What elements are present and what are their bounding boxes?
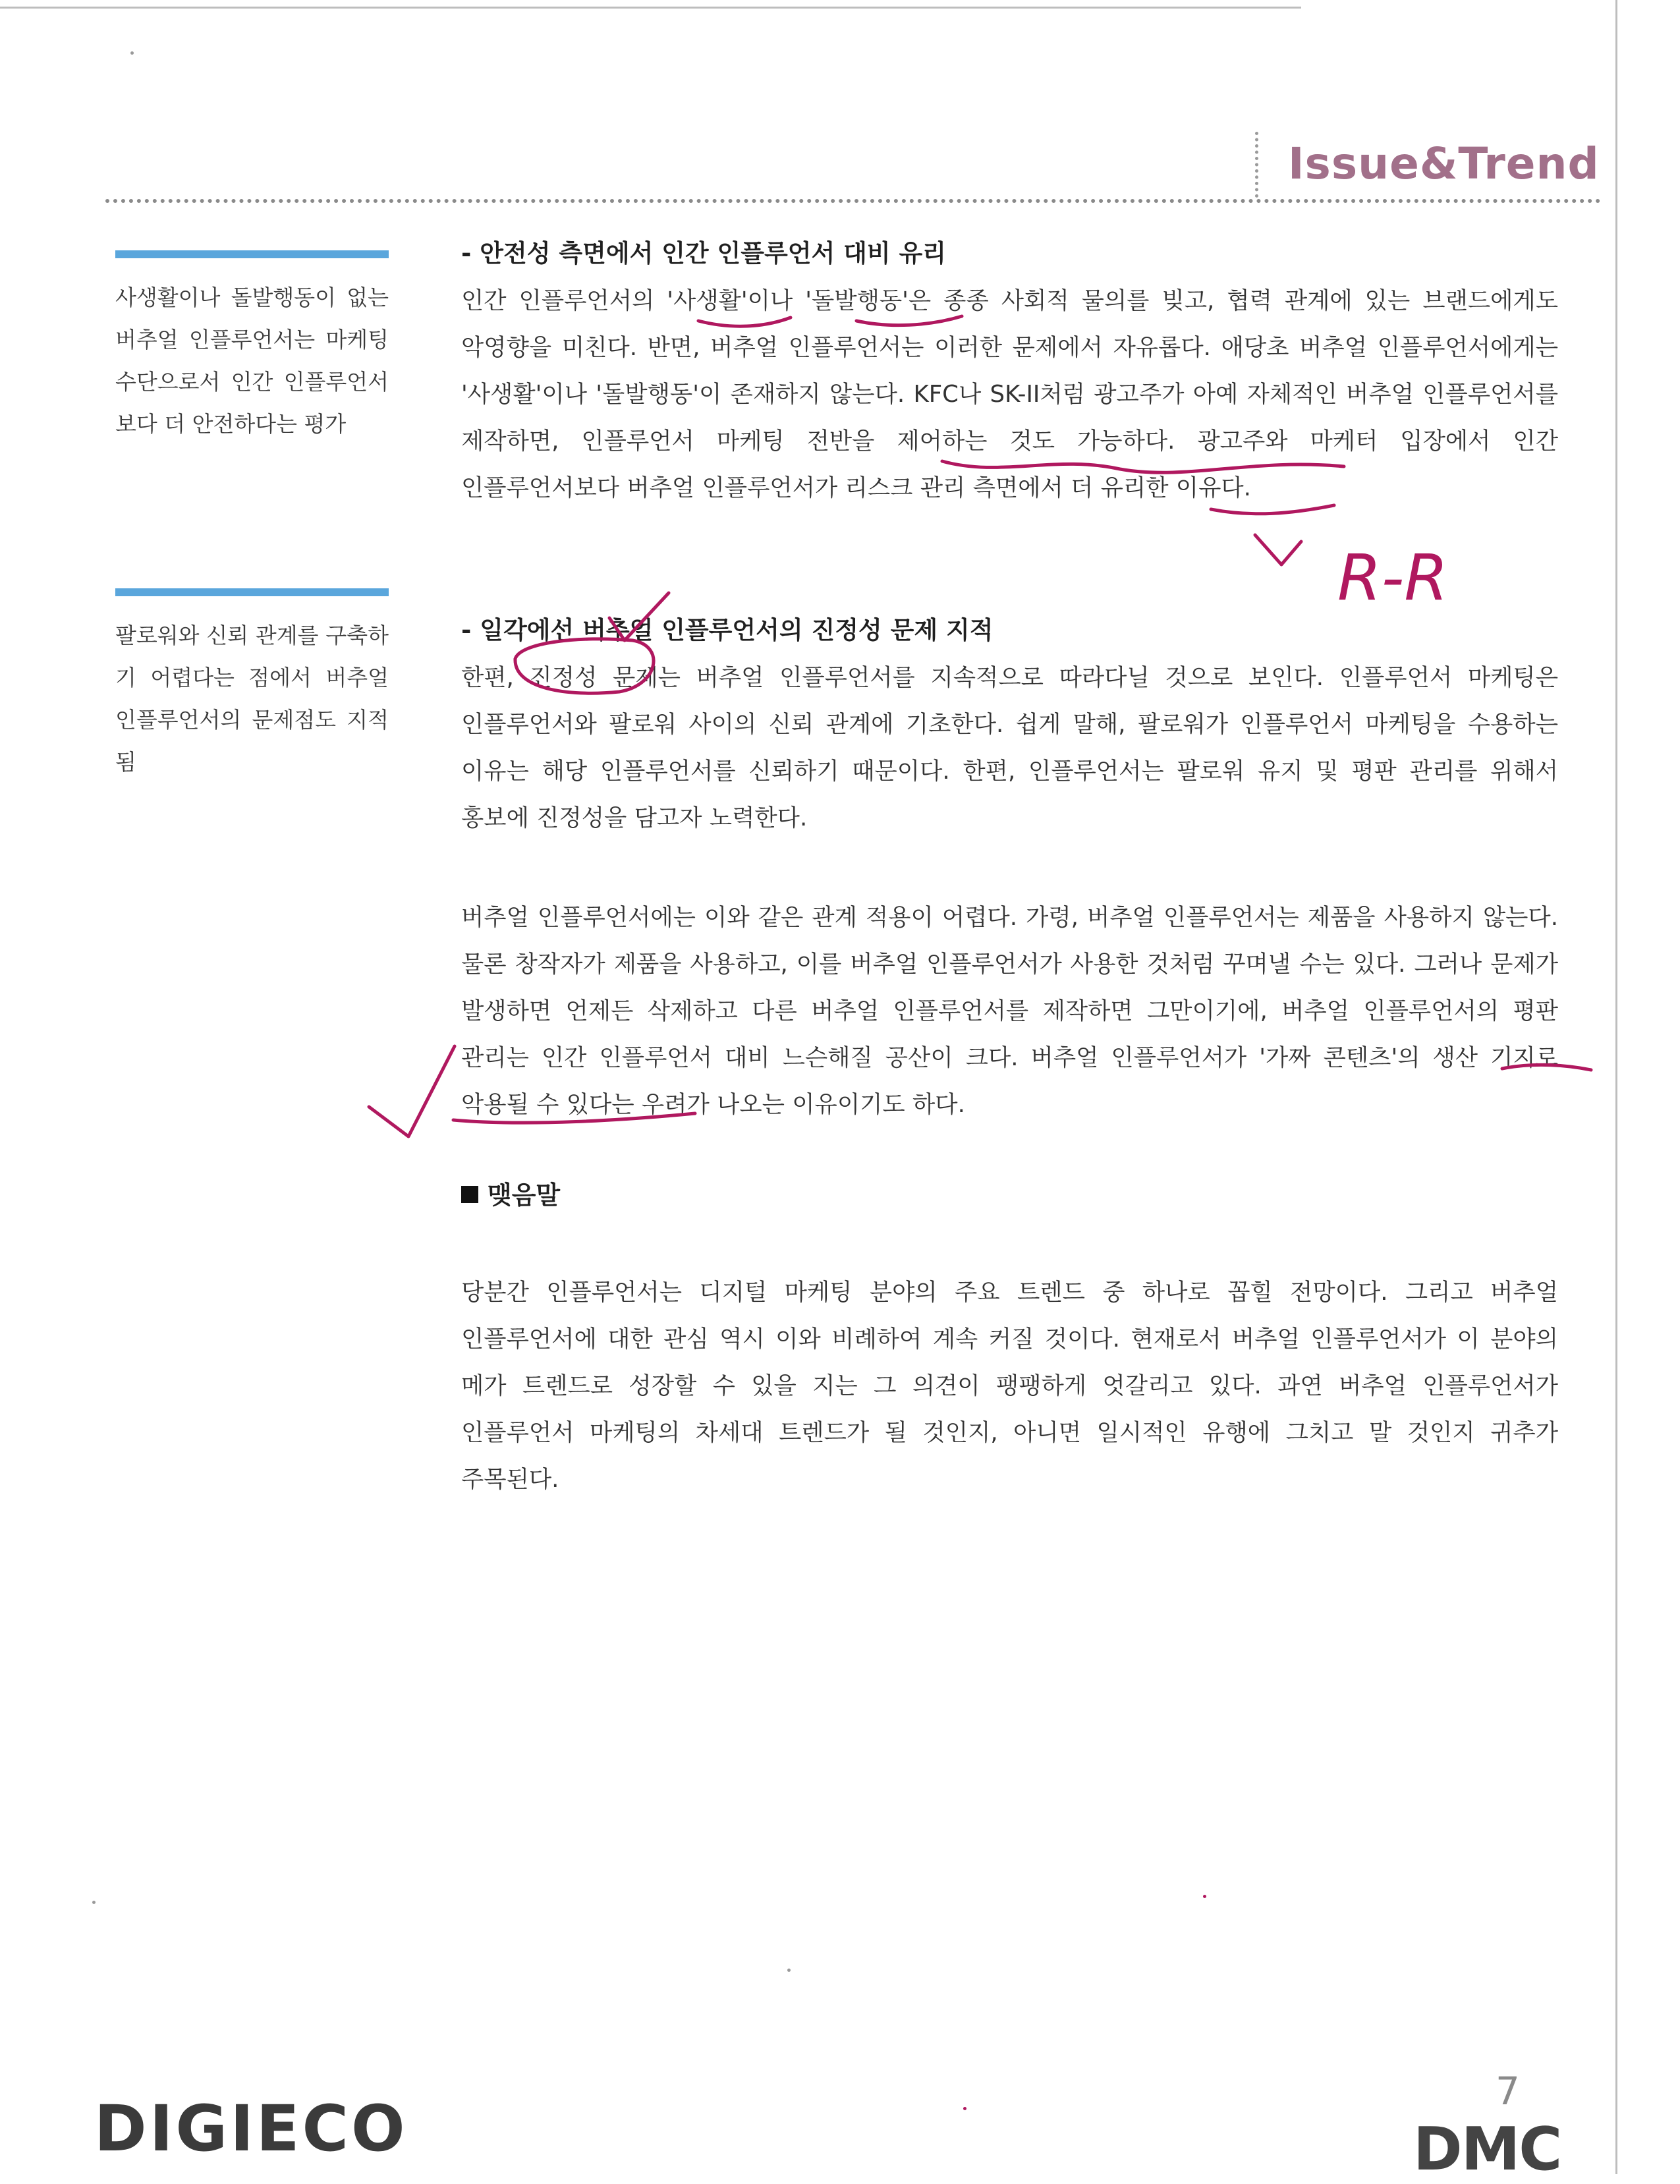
sidebar-note-text: 사생활이나 돌발행동이 없는 버추얼 인플루언서는 마케팅 수단으로서 인간 인플루언서보다 더 안전하다는 평가 — [115, 285, 389, 437]
scan-speck — [1203, 1895, 1206, 1898]
section-authenticity-continued — [461, 894, 1558, 1128]
section-paragraph: 한편, 진정성 문제는 버추얼 인플루언서를 지속적으로 따라다닐 것으로 보인다. 인플루언서 마케팅은 인플루언서와 팔로워 사이의 신뢰 관계에 기초한다. 쉽게 말해, 팔로워가 인플루언서 마케팅을 수용하는 이유는 해당 인플루언서를 신뢰하기 때문이다. 한편, 인플루언서는 팔로워 유지 및 평판 관리를 위해서 홍보에 진정성을 담고자 노력한다. — [461, 664, 1558, 831]
scan-speck — [963, 2107, 966, 2110]
header-divider — [1255, 132, 1258, 198]
check-mark — [1255, 535, 1301, 565]
section-paragraph: 버추얼 인플루언서에는 이와 같은 관계 적용이 어렵다. 가령, 버추얼 인플루언서는 제품을 사용하지 않는다. 물론 창작자가 제품을 사용하고, 이를 버추얼 인플루언서가 사용한 것처럼 꾸며낼 수는 있다. 그러나 문제가 발생하면 언제든 삭제하고 다른 버추얼 인플루언서를 제작하면 그만이기에, 버추얼 인플루언서의 평판 관리는 인간 인플루언서 대비 느슨해질 공산이 크다. 버추얼 인플루언서가 '가짜 콘텐츠'의 생산 기지로 악용될 수 있다는 우려가 나오는 이유이기도 하다. — [461, 904, 1558, 1118]
check-mark — [369, 1046, 455, 1136]
sidebar-note-2 — [115, 588, 389, 783]
sidebar-note-text: 팔로워와 신뢰 관계를 구축하기 어렵다는 점에서 버추얼 인플루언서의 문제점도 지적됨 — [115, 623, 389, 775]
page-number: 7 — [1496, 2069, 1520, 2114]
header-rule — [105, 199, 1601, 203]
closing-heading — [461, 1175, 1558, 1211]
bullet-square-icon — [461, 1186, 478, 1203]
right-scan-edge — [1615, 0, 1617, 2174]
closing-title: 맺음말 — [488, 1181, 561, 1210]
sidebar-note-1 — [115, 250, 389, 445]
scan-speck — [130, 51, 134, 55]
section-title: - 일각에선 버추얼 인플루언서의 진정성 문제 지적 — [461, 616, 994, 644]
section-paragraph: 인간 인플루언서의 '사생활'이나 '돌발행동'은 종종 사회적 물의를 빚고, 협력 관계에 있는 브랜드에게도 악영향을 미친다. 반면, 버추얼 인플루언서는 이러한 문제에서 자유롭다. 애당초 버추얼 인플루언서에게는 '사생활'이나 '돌발행동'이 존재하지 않는다. KFC나 SK-II처럼 광고주가 아예 자체적인 버추얼 인플루언서를 제작하면, 인플루언서 마케팅 전반을 제어하는 것도 가능하다. 광고주와 마케터 입장에서 인간 인플루언서보다 버추얼 인플루언서가 리스크 관리 측면에서 더 유리한 이유다. — [461, 287, 1558, 501]
sidebar-accent-bar — [115, 250, 389, 258]
sidebar-accent-bar — [115, 588, 389, 596]
top-scan-edge — [0, 7, 1301, 9]
handwritten-note: R-R — [1337, 541, 1449, 615]
scan-speck — [92, 1901, 96, 1904]
section-brand-label: Issue&Trend — [1288, 138, 1600, 189]
closing-section — [461, 1269, 1558, 1503]
section-title: - 안전성 측면에서 인간 인플루언서 대비 유리 — [461, 239, 946, 267]
section-safety — [461, 234, 1558, 511]
digieco-logo: DIGIECO — [94, 2092, 408, 2166]
scan-speck — [787, 1969, 791, 1972]
dmc-logo: DMC — [1413, 2115, 1561, 2184]
closing-paragraph: 당분간 인플루언서는 디지털 마케팅 분야의 주요 트렌드 중 하나로 꼽힐 전망이다. 그리고 버추얼 인플루언서에 대한 관심 역시 이와 비례하여 계속 커질 것이다. 현재로서 버추얼 인플루언서가 이 분야의 메가 트렌드로 성장할 수 있을 지는 그 의견이 팽팽하게 엇갈리고 있다. 과연 버추얼 인플루언서가 인플루언서 마케팅의 차세대 트렌드가 될 것인지, 아니면 일시적인 유행에 그치고 말 것인지 귀추가 주목된다. — [461, 1279, 1558, 1493]
section-authenticity — [461, 611, 1558, 841]
